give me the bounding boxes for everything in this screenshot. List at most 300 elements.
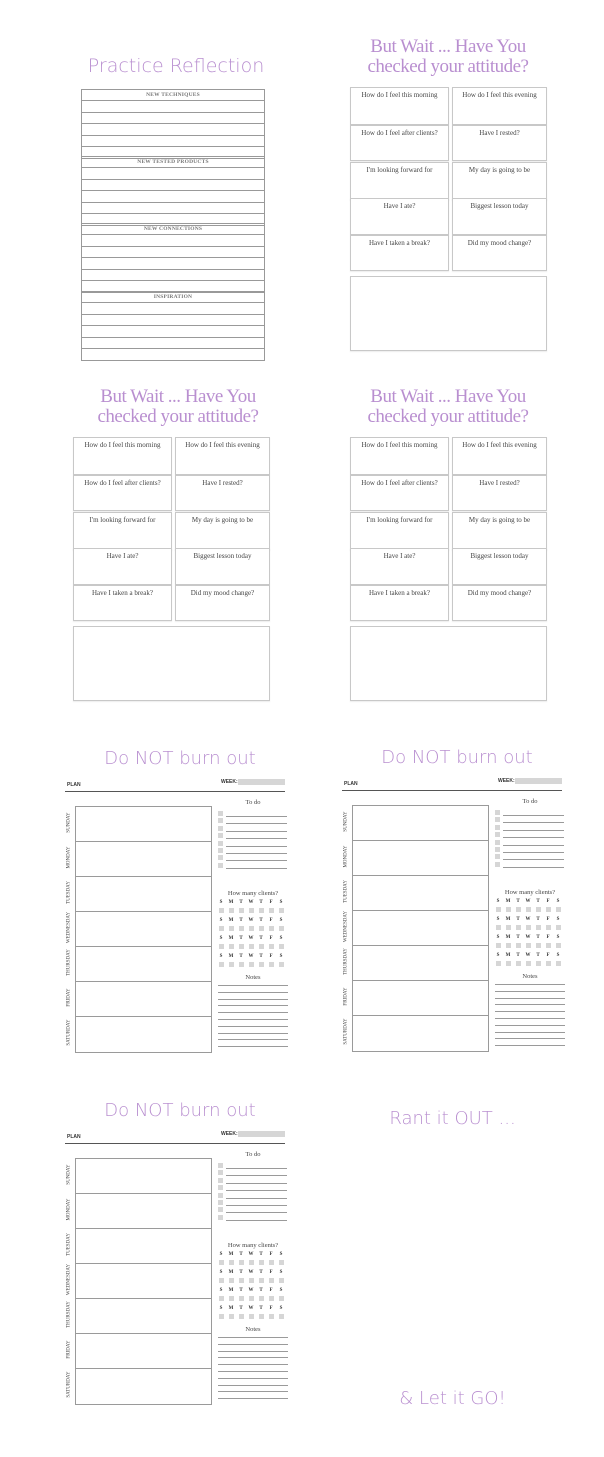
- client-count-box[interactable]: [516, 907, 521, 912]
- client-count-box[interactable]: [556, 907, 561, 912]
- todo-checkbox[interactable]: [218, 1170, 223, 1175]
- writing-line[interactable]: [81, 270, 265, 282]
- client-count-box[interactable]: [239, 1278, 244, 1283]
- day-cell[interactable]: [353, 876, 486, 909]
- attitude-question-box[interactable]: [452, 475, 547, 511]
- client-count-box[interactable]: [239, 1296, 244, 1301]
- planner-title: Do NOT burn out: [104, 1100, 256, 1121]
- todo-checkbox[interactable]: [495, 817, 500, 822]
- attitude-question-box[interactable]: [452, 198, 547, 235]
- notes-line[interactable]: [218, 1351, 288, 1352]
- todo-checkbox[interactable]: [495, 854, 500, 859]
- attitude-question-box[interactable]: [73, 475, 172, 511]
- client-count-box[interactable]: [506, 961, 511, 966]
- notes-line[interactable]: [218, 1046, 288, 1047]
- client-count-box[interactable]: [239, 908, 244, 913]
- weekday-letter: M: [505, 899, 511, 904]
- attitude-question-box[interactable]: [350, 437, 449, 475]
- todo-checkbox[interactable]: [495, 862, 500, 867]
- attitude-title: But Wait ... Have You: [370, 386, 526, 407]
- client-count-box[interactable]: [219, 926, 224, 931]
- client-count-box[interactable]: [219, 1260, 224, 1265]
- attitude-title: But Wait ... Have You: [100, 386, 256, 407]
- attitude-notes-box[interactable]: [350, 626, 547, 701]
- weekday-letter: S: [279, 936, 283, 941]
- weekday-letter: F: [546, 917, 550, 922]
- client-count-box[interactable]: [269, 1314, 274, 1319]
- notes-line[interactable]: [218, 1385, 288, 1386]
- notes-line[interactable]: [218, 1357, 288, 1358]
- writing-line[interactable]: [81, 203, 265, 215]
- client-count-box[interactable]: [546, 925, 551, 930]
- client-count-box[interactable]: [219, 1296, 224, 1301]
- client-count-box[interactable]: [259, 1296, 264, 1301]
- client-count-box[interactable]: [279, 962, 284, 967]
- notes-line[interactable]: [218, 1039, 288, 1040]
- client-count-box[interactable]: [259, 1260, 264, 1265]
- week-field[interactable]: [238, 779, 285, 785]
- client-count-box[interactable]: [249, 1278, 254, 1283]
- day-cell[interactable]: [76, 1194, 209, 1227]
- weekday-letter: M: [505, 935, 511, 940]
- writing-line[interactable]: [81, 258, 265, 270]
- client-count-box[interactable]: [269, 908, 274, 913]
- weekday-letter: S: [219, 900, 223, 905]
- attitude-question-label: Have I rested?: [202, 479, 243, 487]
- todo-line[interactable]: [226, 868, 287, 869]
- weekday-letter: S: [556, 917, 560, 922]
- weekday-letter: T: [239, 1306, 243, 1311]
- client-count-box[interactable]: [249, 1260, 254, 1265]
- client-count-box[interactable]: [506, 925, 511, 930]
- notes-line[interactable]: [495, 1032, 565, 1033]
- attitude-title: But Wait ... Have You: [370, 36, 526, 57]
- day-label: MONDAY: [66, 845, 72, 869]
- notes-line[interactable]: [218, 1005, 288, 1006]
- weekday-letter: S: [279, 1252, 283, 1257]
- client-count-box[interactable]: [506, 907, 511, 912]
- day-cell[interactable]: [353, 1016, 486, 1049]
- notes-line[interactable]: [218, 985, 288, 986]
- client-count-box[interactable]: [269, 926, 274, 931]
- attitude-question-box[interactable]: [452, 585, 547, 621]
- todo-line[interactable]: [226, 1183, 287, 1184]
- attitude-question-label: How do I feel after clients?: [361, 479, 438, 487]
- attitude-question-box[interactable]: [350, 585, 449, 621]
- notes-line[interactable]: [218, 1019, 288, 1020]
- client-count-box[interactable]: [269, 1278, 274, 1283]
- todo-line[interactable]: [226, 838, 287, 839]
- day-cell[interactable]: [76, 1229, 209, 1262]
- client-count-box[interactable]: [516, 943, 521, 948]
- day-cell[interactable]: [353, 841, 486, 874]
- notes-line[interactable]: [218, 1033, 288, 1034]
- client-count-box[interactable]: [536, 925, 541, 930]
- notes-line[interactable]: [218, 1398, 288, 1399]
- day-label: SATURDAY: [66, 1018, 72, 1046]
- weekday-letter: S: [219, 1252, 223, 1257]
- day-cell[interactable]: [353, 911, 486, 944]
- day-label: SUNDAY: [66, 1163, 72, 1185]
- attitude-question-box[interactable]: [73, 512, 172, 550]
- client-count-box[interactable]: [219, 908, 224, 913]
- weekday-letter: M: [228, 1288, 234, 1293]
- client-count-box[interactable]: [269, 1296, 274, 1301]
- client-count-box[interactable]: [219, 944, 224, 949]
- day-cell[interactable]: [76, 877, 209, 910]
- client-count-box[interactable]: [239, 944, 244, 949]
- day-cell[interactable]: [76, 982, 209, 1015]
- client-count-box[interactable]: [279, 1260, 284, 1265]
- attitude-question-label: Have I rested?: [479, 479, 520, 487]
- day-cell[interactable]: [353, 981, 486, 1014]
- todo-checkbox[interactable]: [218, 826, 223, 831]
- client-count-box[interactable]: [279, 1278, 284, 1283]
- day-cell[interactable]: [353, 806, 486, 839]
- notes-line[interactable]: [218, 1391, 288, 1392]
- client-count-box[interactable]: [496, 907, 501, 912]
- todo-line[interactable]: [226, 853, 287, 854]
- attitude-question-label: Have I ate?: [383, 552, 416, 560]
- attitude-question-label: How do I feel after clients?: [84, 479, 161, 487]
- notes-line[interactable]: [218, 1364, 288, 1365]
- weekday-letter: T: [239, 1288, 243, 1293]
- day-cell[interactable]: [76, 1264, 209, 1297]
- todo-checkbox[interactable]: [218, 811, 223, 816]
- todo-checkbox[interactable]: [218, 863, 223, 868]
- client-count-box[interactable]: [516, 925, 521, 930]
- attitude-question-box[interactable]: [73, 437, 172, 475]
- client-count-box[interactable]: [496, 925, 501, 930]
- notes-line[interactable]: [218, 1378, 288, 1379]
- writing-line[interactable]: [81, 191, 265, 203]
- day-cell[interactable]: [76, 947, 209, 980]
- reflection-section-header: NEW TESTED PRODUCTS: [81, 156, 265, 168]
- todo-checkbox[interactable]: [495, 840, 500, 845]
- writing-line[interactable]: [81, 124, 265, 136]
- client-count-box[interactable]: [526, 907, 531, 912]
- attitude-question-label: How do I feel this evening: [185, 441, 260, 449]
- weekday-letter: M: [228, 1252, 234, 1257]
- attitude-notes-box[interactable]: [350, 276, 547, 351]
- client-count-box[interactable]: [279, 944, 284, 949]
- client-count-box[interactable]: [496, 943, 501, 948]
- weekday-letter: F: [546, 953, 550, 958]
- client-count-box[interactable]: [229, 926, 234, 931]
- attitude-question-box[interactable]: [350, 125, 449, 161]
- client-count-box[interactable]: [259, 1314, 264, 1319]
- todo-checkbox[interactable]: [218, 855, 223, 860]
- todo-line[interactable]: [226, 1168, 287, 1169]
- day-cell[interactable]: [353, 946, 486, 979]
- attitude-question-box[interactable]: [350, 235, 449, 271]
- client-count-box[interactable]: [249, 1314, 254, 1319]
- todo-line[interactable]: [503, 822, 564, 823]
- weekday-letter: M: [505, 917, 511, 922]
- notes-line[interactable]: [495, 1011, 565, 1012]
- attitude-question-box[interactable]: [73, 585, 172, 621]
- notes-line[interactable]: [495, 1004, 565, 1005]
- client-count-box[interactable]: [556, 961, 561, 966]
- weekday-letter: S: [279, 1270, 283, 1275]
- writing-line[interactable]: [81, 180, 265, 192]
- todo-line[interactable]: [226, 816, 287, 817]
- todo-line[interactable]: [226, 1190, 287, 1191]
- day-cell[interactable]: [76, 1299, 209, 1332]
- attitude-question-box[interactable]: [175, 475, 270, 511]
- notes-line[interactable]: [495, 1038, 565, 1039]
- writing-line[interactable]: [81, 136, 265, 148]
- todo-line[interactable]: [226, 831, 287, 832]
- day-cell[interactable]: [76, 1334, 209, 1367]
- todo-checkbox[interactable]: [218, 1207, 223, 1212]
- weekday-letter: T: [239, 900, 243, 905]
- todo-checkbox[interactable]: [218, 841, 223, 846]
- client-count-box[interactable]: [506, 943, 511, 948]
- client-count-box[interactable]: [546, 907, 551, 912]
- weekday-letter: F: [269, 1306, 273, 1311]
- client-count-box[interactable]: [516, 961, 521, 966]
- client-count-box[interactable]: [556, 943, 561, 948]
- client-count-box[interactable]: [259, 962, 264, 967]
- notes-line[interactable]: [495, 1025, 565, 1026]
- notes-line[interactable]: [218, 1344, 288, 1345]
- header-rule: [342, 790, 562, 791]
- client-count-box[interactable]: [279, 926, 284, 931]
- attitude-subtitle: checked your attitude?: [367, 56, 529, 77]
- todo-line[interactable]: [503, 815, 564, 816]
- attitude-question-box[interactable]: [175, 548, 270, 585]
- todo-checkbox[interactable]: [218, 833, 223, 838]
- attitude-question-label: Biggest lesson today: [470, 552, 529, 560]
- client-count-box[interactable]: [259, 1278, 264, 1283]
- day-cell[interactable]: [76, 1017, 209, 1050]
- weekday-letter: T: [516, 935, 520, 940]
- weekday-letter: F: [269, 900, 273, 905]
- weekday-letter: T: [239, 1252, 243, 1257]
- client-count-box[interactable]: [249, 944, 254, 949]
- day-cell[interactable]: [76, 842, 209, 875]
- week-field[interactable]: [238, 1131, 285, 1137]
- attitude-question-box[interactable]: [452, 125, 547, 161]
- todo-line[interactable]: [226, 1220, 287, 1221]
- client-count-box[interactable]: [229, 962, 234, 967]
- attitude-question-box[interactable]: [452, 437, 547, 475]
- todo-line[interactable]: [226, 1198, 287, 1199]
- writing-line[interactable]: [81, 338, 265, 350]
- client-count-box[interactable]: [249, 962, 254, 967]
- attitude-question-box[interactable]: [175, 437, 270, 475]
- todo-line[interactable]: [503, 830, 564, 831]
- client-count-box[interactable]: [269, 1260, 274, 1265]
- todo-checkbox[interactable]: [495, 825, 500, 830]
- client-count-box[interactable]: [249, 908, 254, 913]
- attitude-question-box[interactable]: [350, 87, 449, 125]
- todo-checkbox[interactable]: [495, 810, 500, 815]
- day-label: TUESDAY: [343, 879, 349, 903]
- client-count-box[interactable]: [279, 908, 284, 913]
- client-count-box[interactable]: [536, 943, 541, 948]
- writing-line[interactable]: [81, 303, 265, 315]
- client-count-box[interactable]: [229, 908, 234, 913]
- client-count-box[interactable]: [229, 1296, 234, 1301]
- todo-line[interactable]: [226, 1205, 287, 1206]
- todo-line[interactable]: [226, 1212, 287, 1213]
- day-label: FRIDAY: [66, 987, 72, 1007]
- client-count-box[interactable]: [239, 1314, 244, 1319]
- todo-checkbox[interactable]: [218, 848, 223, 853]
- notes-line[interactable]: [218, 1371, 288, 1372]
- writing-line[interactable]: [81, 349, 265, 361]
- attitude-question-box[interactable]: [452, 87, 547, 125]
- todo-checkbox[interactable]: [218, 1163, 223, 1168]
- attitude-notes-box[interactable]: [73, 626, 270, 701]
- client-count-box[interactable]: [269, 962, 274, 967]
- client-count-box[interactable]: [259, 908, 264, 913]
- attitude-question-box[interactable]: [73, 548, 172, 585]
- todo-checkbox[interactable]: [218, 1178, 223, 1183]
- day-cell[interactable]: [76, 912, 209, 945]
- client-count-box[interactable]: [229, 1260, 234, 1265]
- notes-line[interactable]: [495, 998, 565, 999]
- day-label: SATURDAY: [343, 1017, 349, 1045]
- todo-line[interactable]: [503, 845, 564, 846]
- client-count-box[interactable]: [279, 1296, 284, 1301]
- todo-line[interactable]: [503, 859, 564, 860]
- todo-line[interactable]: [226, 823, 287, 824]
- weekday-letter: T: [536, 953, 540, 958]
- client-count-box[interactable]: [496, 961, 501, 966]
- writing-line[interactable]: [81, 168, 265, 180]
- attitude-question-box[interactable]: [350, 162, 449, 200]
- week-field[interactable]: [515, 778, 562, 784]
- todo-checkbox[interactable]: [495, 847, 500, 852]
- attitude-question-box[interactable]: [452, 235, 547, 271]
- weekday-letter: M: [228, 900, 234, 905]
- attitude-question-box[interactable]: [175, 512, 270, 550]
- attitude-question-box[interactable]: [452, 162, 547, 200]
- weekday-letter: F: [546, 935, 550, 940]
- client-count-box[interactable]: [219, 1314, 224, 1319]
- todo-line[interactable]: [226, 860, 287, 861]
- todo-line[interactable]: [226, 1175, 287, 1176]
- attitude-question-box[interactable]: [452, 548, 547, 585]
- attitude-subtitle: checked your attitude?: [367, 406, 529, 427]
- todo-checkbox[interactable]: [218, 1193, 223, 1198]
- weekday-letter: F: [269, 1252, 273, 1257]
- weekday-letter: T: [516, 953, 520, 958]
- client-count-box[interactable]: [219, 1278, 224, 1283]
- weekday-letter: T: [259, 1252, 263, 1257]
- todo-checkbox[interactable]: [218, 818, 223, 823]
- todo-checkbox[interactable]: [218, 1200, 223, 1205]
- client-count-box[interactable]: [546, 961, 551, 966]
- writing-line[interactable]: [81, 315, 265, 327]
- client-count-box[interactable]: [239, 962, 244, 967]
- client-count-box[interactable]: [556, 925, 561, 930]
- day-cell[interactable]: [76, 807, 209, 840]
- weekday-letter: S: [279, 900, 283, 905]
- client-count-box[interactable]: [269, 944, 274, 949]
- notes-line[interactable]: [218, 1337, 288, 1338]
- client-count-box[interactable]: [229, 1314, 234, 1319]
- client-count-box[interactable]: [229, 944, 234, 949]
- todo-checkbox[interactable]: [218, 1215, 223, 1220]
- client-count-box[interactable]: [229, 1278, 234, 1283]
- client-count-box[interactable]: [536, 961, 541, 966]
- client-count-box[interactable]: [546, 943, 551, 948]
- attitude-question-box[interactable]: [175, 585, 270, 621]
- weekday-letter: T: [259, 1306, 263, 1311]
- client-count-box[interactable]: [249, 926, 254, 931]
- attitude-question-box[interactable]: [350, 512, 449, 550]
- notes-line[interactable]: [218, 992, 288, 993]
- day-label: THURSDAY: [66, 1300, 72, 1328]
- client-count-box[interactable]: [259, 926, 264, 931]
- writing-line[interactable]: [81, 247, 265, 259]
- attitude-question-box[interactable]: [350, 475, 449, 511]
- notes-line[interactable]: [218, 1026, 288, 1027]
- client-count-box[interactable]: [279, 1314, 284, 1319]
- client-count-box[interactable]: [239, 1260, 244, 1265]
- day-cell[interactable]: [76, 1369, 209, 1402]
- client-count-box[interactable]: [259, 944, 264, 949]
- writing-line[interactable]: [81, 235, 265, 247]
- weekday-letter: W: [248, 900, 254, 905]
- attitude-question-box[interactable]: [350, 198, 449, 235]
- writing-line[interactable]: [81, 113, 265, 125]
- writing-line[interactable]: [81, 326, 265, 338]
- client-count-box[interactable]: [526, 943, 531, 948]
- weekday-letter: T: [239, 918, 243, 923]
- weekday-letter: W: [525, 899, 531, 904]
- weekday-letter: F: [269, 1288, 273, 1293]
- todo-checkbox[interactable]: [495, 832, 500, 837]
- client-count-box[interactable]: [239, 926, 244, 931]
- client-count-box[interactable]: [536, 907, 541, 912]
- attitude-question-label: My day is going to be: [468, 516, 531, 524]
- notes-line[interactable]: [495, 991, 565, 992]
- notes-line[interactable]: [218, 1012, 288, 1013]
- day-label: TUESDAY: [66, 880, 72, 904]
- weekday-letter: W: [248, 954, 254, 959]
- weekday-letter: S: [496, 899, 500, 904]
- todo-line[interactable]: [503, 852, 564, 853]
- week-label: WEEK:: [221, 779, 238, 785]
- client-count-box[interactable]: [526, 925, 531, 930]
- notes-line[interactable]: [495, 1045, 565, 1046]
- todo-line[interactable]: [503, 867, 564, 868]
- notes-line[interactable]: [495, 984, 565, 985]
- client-count-box[interactable]: [249, 1296, 254, 1301]
- todo-checkbox[interactable]: [218, 1185, 223, 1190]
- todo-line[interactable]: [503, 837, 564, 838]
- attitude-question-box[interactable]: [350, 548, 449, 585]
- day-cell[interactable]: [76, 1159, 209, 1192]
- client-count-box[interactable]: [219, 962, 224, 967]
- client-count-box[interactable]: [526, 961, 531, 966]
- writing-line[interactable]: [81, 101, 265, 113]
- attitude-question-label: Have I taken a break?: [368, 239, 431, 247]
- attitude-question-label: Have I ate?: [383, 202, 416, 210]
- todo-line[interactable]: [226, 846, 287, 847]
- attitude-subtitle: checked your attitude?: [97, 406, 259, 427]
- weekday-letter: S: [219, 1270, 223, 1275]
- notes-line[interactable]: [495, 1018, 565, 1019]
- attitude-question-label: How do I feel this evening: [462, 441, 537, 449]
- attitude-question-box[interactable]: [452, 512, 547, 550]
- notes-line[interactable]: [218, 999, 288, 1000]
